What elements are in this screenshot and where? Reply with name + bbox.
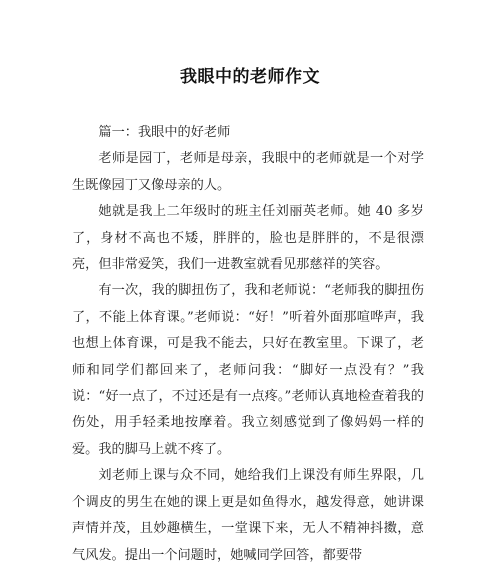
document-body [72,120,424,569]
section-heading: 篇一：我眼中的好老师 [98,125,231,140]
paragraph: 老师是园丁，老师是母亲，我眼中的老师就是一个对学生既像园丁又像母亲的人。 [72,151,424,193]
paragraph: 她就是我上二年级时的班主任刘丽英老师。她 40 多岁了，身材不高也不矮，胖胖的，脸也是胖胖的，不是很漂亮，但非常爱笑，我们一进教室就看见那慈祥的笑容。 [72,204,424,273]
paragraph: 有一次，我的脚扭伤了，我和老师说：“老师我的脚扭伤了，不能上体育课。”老师说：“好！”听着外面那喧哗声，我也想上体育课，可是我不能去，只好在教室里。下课了，老师和同学们都回来了，老师问我：“脚好一点没有？”我说：“好一点了，不过还是有一点疼。”老师认真地检查着我的伤处，用手轻柔地按摩着。我立刻感觉到了像妈妈一样的爱。我的脚马上就不疼了。 [72,283,424,457]
paragraph: 刘老师上课与众不同，她给我们上课没有师生界限，几个调皮的男生在她的课上更是如鱼得水，越发得意，她讲课声情并茂，且妙趣横生，一堂课下来，无人不精神抖擞，意气风发。提出一个问题时，她喊同学回答，都要带 [72,468,424,563]
document-title: 我眼中的老师作文 [180,67,320,87]
